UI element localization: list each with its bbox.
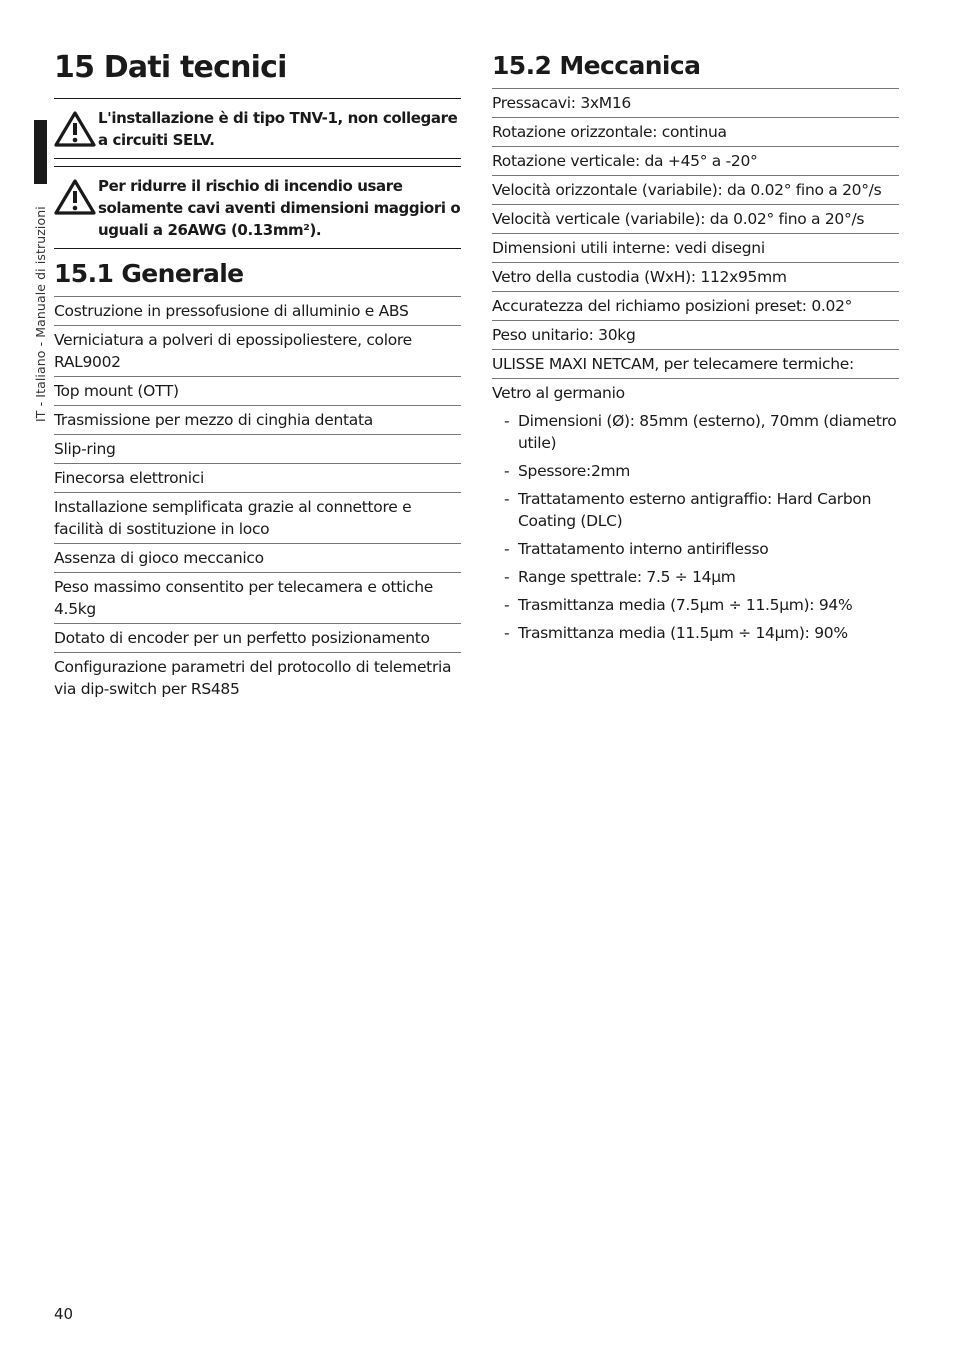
mechanics-spec-list — [492, 88, 899, 407]
detail-item — [504, 619, 899, 647]
warning-triangle-icon — [54, 175, 98, 219]
section-tab-marker — [34, 120, 47, 184]
spec-item: Vetro della custodia (WxH): 112x95mm — [492, 262, 899, 291]
spec-item: Assenza di gioco meccanico — [54, 543, 461, 572]
dash-marker: - — [504, 624, 510, 642]
dash-marker: - — [504, 490, 510, 508]
detail-text: Trasmittanza media (7.5μm ÷ 11.5μm): 94% — [518, 596, 853, 614]
spec-item: Slip-ring — [54, 434, 461, 463]
dash-marker: - — [504, 568, 510, 586]
spec-item: Configurazione parametri del protocollo di telemetria via dip-switch per RS485 — [54, 652, 461, 703]
section-title-mechanics: 15.2 Meccanica — [492, 51, 701, 80]
warning-text: L'installazione è di tipo TNV-1, non collegare a circuiti SELV. — [98, 109, 458, 149]
spec-item: Peso massimo consentito per telecamera e ottiche 4.5kg — [54, 572, 461, 623]
spec-item: Rotazione verticale: da +45° a -20° — [492, 146, 899, 175]
germanium-details-list — [492, 407, 899, 647]
spec-item: Pressacavi: 3xM16 — [492, 88, 899, 117]
warning-box — [54, 98, 461, 159]
detail-item — [504, 457, 899, 485]
page-number: 40 — [54, 1305, 74, 1323]
spec-item: Peso unitario: 30kg — [492, 320, 899, 349]
spec-item: Velocità orizzontale (variabile): da 0.02° fino a 20°/s — [492, 175, 899, 204]
spec-item: Installazione semplificata grazie al connettore e facilità di sostituzione in loco — [54, 492, 461, 543]
warning-triangle-icon — [54, 107, 98, 151]
left-column — [54, 50, 461, 703]
right-column — [492, 50, 899, 647]
detail-item — [504, 563, 899, 591]
detail-item — [504, 535, 899, 563]
warning-box — [54, 166, 461, 249]
side-language-label: IT - Italiano - Manuale di istruzioni — [33, 206, 48, 422]
detail-text: Trattatamento esterno antigraffio: Hard Carbon Coating (DLC) — [518, 490, 872, 530]
detail-text: Spessore:2mm — [518, 462, 631, 480]
detail-item — [504, 591, 899, 619]
detail-item — [504, 485, 899, 535]
spec-item: Rotazione orizzontale: continua — [492, 117, 899, 146]
spec-item: Verniciatura a polveri di epossipoliestere, colore RAL9002 — [54, 325, 461, 376]
dash-marker: - — [504, 462, 510, 480]
dash-marker: - — [504, 596, 510, 614]
general-spec-list — [54, 296, 461, 703]
section-title-general: 15.1 Generale — [54, 259, 244, 288]
spec-item: Finecorsa elettronici — [54, 463, 461, 492]
spec-item: Vetro al germanio — [492, 378, 899, 407]
spec-item: Dotato di encoder per un perfetto posizionamento — [54, 623, 461, 652]
dash-marker: - — [504, 540, 510, 558]
spec-item: Velocità verticale (variabile): da 0.02° fino a 20°/s — [492, 204, 899, 233]
detail-text: Range spettrale: 7.5 ÷ 14μm — [518, 568, 736, 586]
dash-marker: - — [504, 412, 510, 430]
spec-item: Top mount (OTT) — [54, 376, 461, 405]
spec-item: ULISSE MAXI NETCAM, per telecamere termiche: — [492, 349, 899, 378]
chapter-title: 15 Dati tecnici — [54, 50, 287, 85]
detail-text: Trasmittanza media (11.5μm ÷ 14μm): 90% — [518, 624, 848, 642]
spec-item: Dimensioni utili interne: vedi disegni — [492, 233, 899, 262]
spec-item: Trasmissione per mezzo di cinghia dentata — [54, 405, 461, 434]
detail-text: Dimensioni (Ø): 85mm (esterno), 70mm (diametro utile) — [518, 412, 897, 452]
spec-item: Costruzione in pressofusione di alluminio e ABS — [54, 296, 461, 325]
warning-text: Per ridurre il rischio di incendio usare solamente cavi aventi dimensioni maggiori o uguali a 26AWG (0.13mm²). — [98, 177, 461, 239]
detail-item — [504, 407, 899, 457]
spec-item: Accuratezza del richiamo posizioni preset: 0.02° — [492, 291, 899, 320]
detail-text: Trattatamento interno antiriflesso — [518, 540, 769, 558]
